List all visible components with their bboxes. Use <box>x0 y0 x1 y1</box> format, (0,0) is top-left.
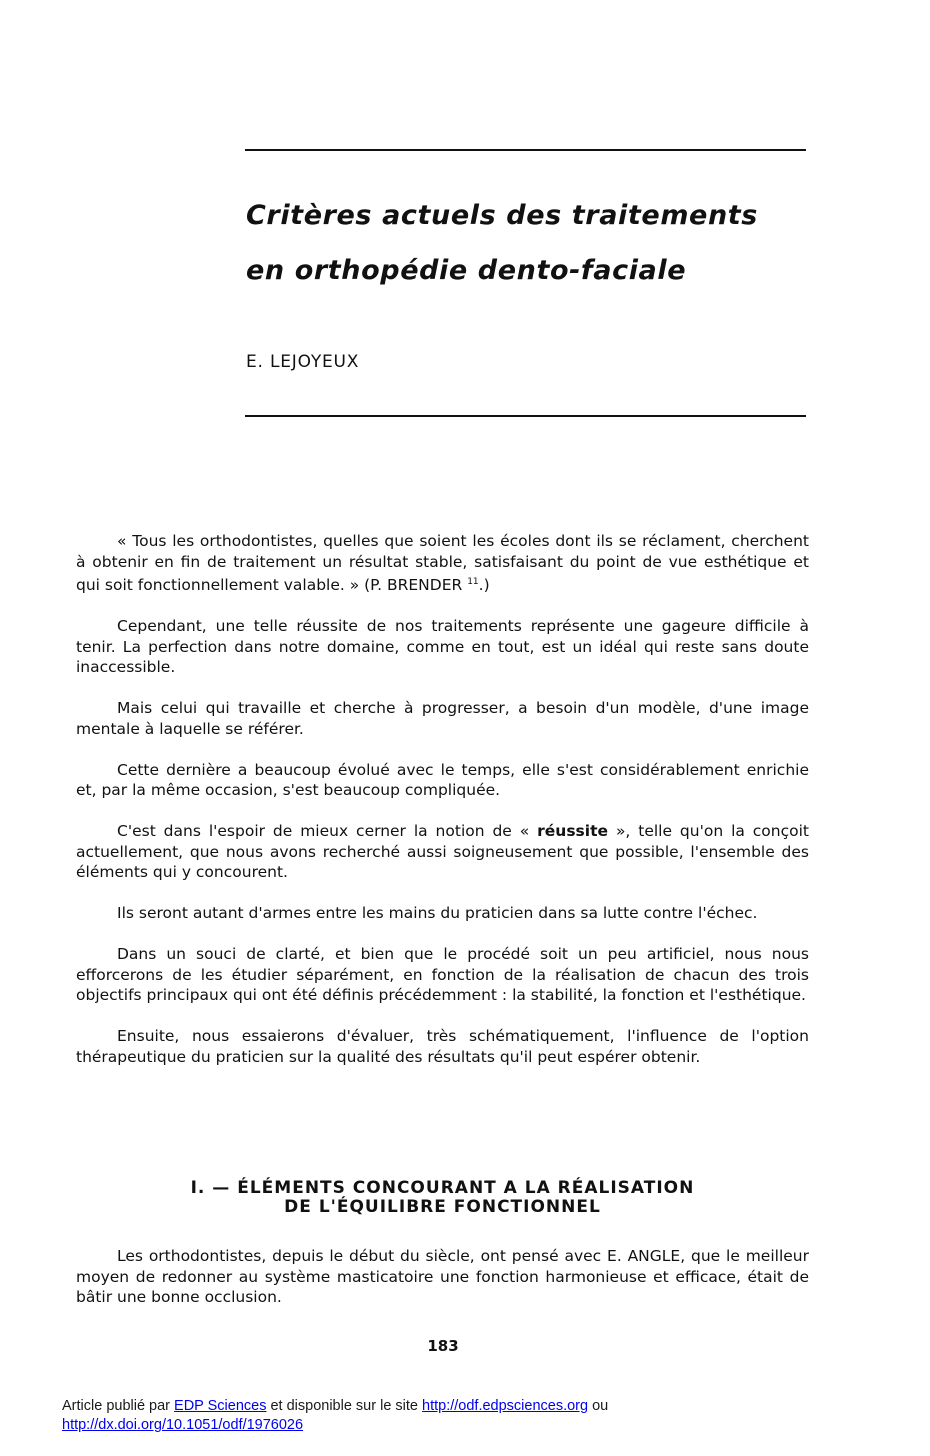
article-title <box>246 188 846 298</box>
bottom-divider <box>245 415 806 417</box>
publication-footer: Article publié par EDP Sciences et disponible sur le site http://odf.edpsciences.org ou http://dx.doi.org/10.1051/odf/1976026 <box>62 1398 609 1433</box>
title-line-2: en orthopédie dento-faciale <box>246 255 687 286</box>
article-body <box>76 531 809 1088</box>
author-name: E. LEJOYEUX <box>246 352 360 372</box>
paragraph: Mais celui qui travaille et cherche à progresser, a besoin d'un modèle, d'une image mentale à laquelle se référer. <box>76 699 809 738</box>
paragraph: Ils seront autant d'armes entre les mains du praticien dans sa lutte contre l'échec. <box>117 904 758 923</box>
site-link[interactable]: http://odf.edpsciences.org <box>422 1398 589 1414</box>
section-heading-line-1: I. — ÉLÉMENTS CONCOURANT A LA RÉALISATION <box>190 1178 695 1198</box>
paragraph: Ensuite, nous essaierons d'évaluer, très schématiquement, l'influence de l'option thérapeutique du praticien sur la qualité des résultats qu'il peut espérer obtenir. <box>76 1027 809 1066</box>
publisher-link[interactable]: EDP Sciences <box>174 1398 267 1414</box>
reference-marker: 11 <box>467 577 479 587</box>
page-number: 183 <box>427 1337 459 1355</box>
section-body <box>76 1246 809 1308</box>
top-divider <box>245 149 806 151</box>
paragraph: Les orthodontistes, depuis le début du siècle, ont pensé avec E. ANGLE, que le meilleur moyen de redonner au système masticatoire une fonction harmonieuse et efficace, était de bâtir une bonne occlusion. <box>76 1247 809 1306</box>
emphasis-term: réussite <box>537 822 609 841</box>
paragraph: Dans un souci de clarté, et bien que le procédé soit un peu artificiel, nous nous efforcerons de les étudier séparément, en fonction de la réalisation de chacun des trois objectifs principaux qui ont été définis précédemment : la stabilité, la fonction et l'esthétique. <box>76 945 809 1005</box>
paragraph: C'est dans l'espoir de mieux cerner la notion de « réussite », telle qu'on la conçoit actuellement, que nous avons recherché aussi soigneusement que possible, l'ensemble des éléments qui y concourent. <box>76 822 809 882</box>
section-heading <box>76 1179 809 1217</box>
title-line-1: Critères actuels des traitements <box>246 200 758 231</box>
paragraph: Cette dernière a beaucoup évolué avec le temps, elle s'est considérablement enrichie et, par la même occasion, s'est beaucoup compliquée. <box>76 760 809 800</box>
doi-link[interactable]: http://dx.doi.org/10.1051/odf/1976026 <box>62 1417 304 1433</box>
section-heading-line-2: DE L'ÉQUILIBRE FONCTIONNEL <box>284 1197 601 1217</box>
paragraph-quote: « Tous les orthodontistes, quelles que soient les écoles dont ils se réclament, cherchent à obtenir en fin de traitement un résultat stable, satisfaisant du point de vue esthétique et qui soit fonctionnellement valable. » (P. BRENDER $^{11}$.) <box>76 532 809 595</box>
paragraph: Cependant, une telle réussite de nos traitements représente une gageure difficile à tenir. La perfection dans notre domaine, comme en tout, est un idéal qui reste sans doute inaccessible. <box>76 617 809 677</box>
